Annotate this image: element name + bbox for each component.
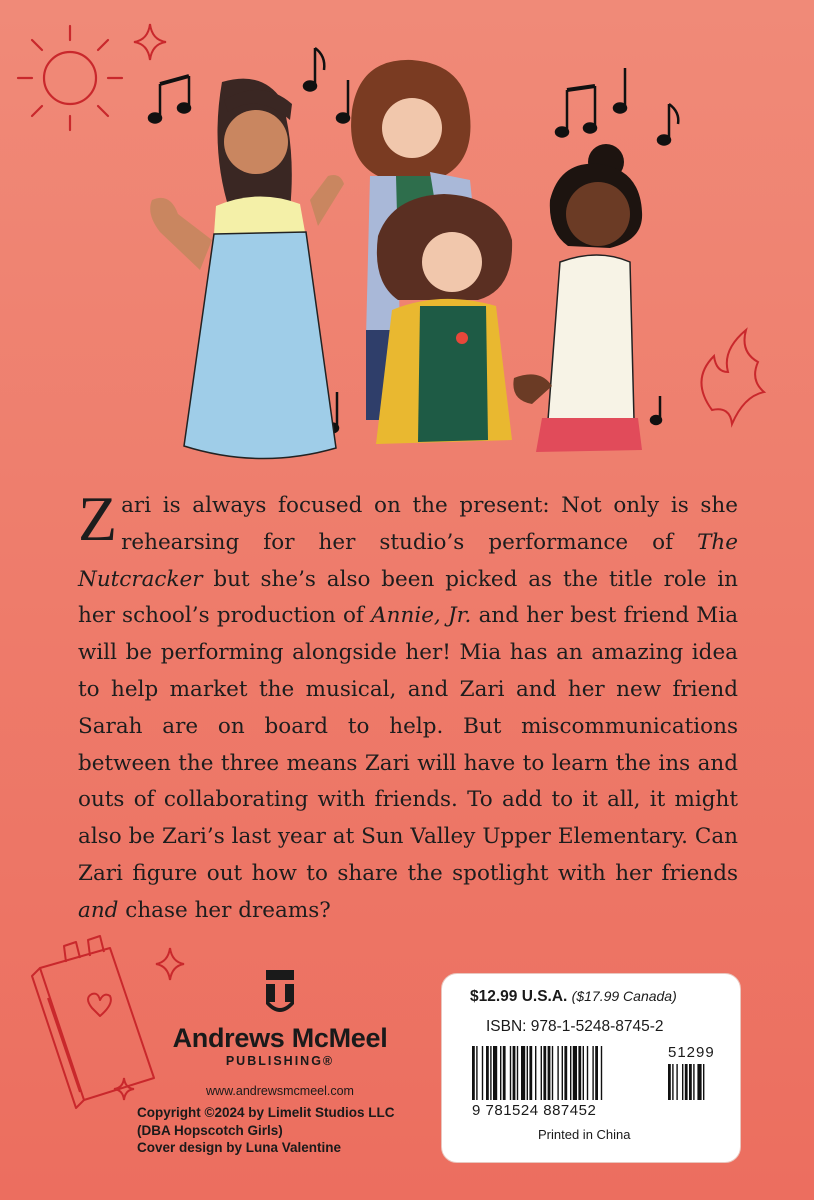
publisher-name: Andrews McMeel [172, 1023, 388, 1053]
ean-digits: 9 781524 887452 [472, 1102, 597, 1119]
publisher-url: www.andrewsmcmeel.com [206, 1084, 354, 1098]
character-girl-mustard [376, 194, 512, 444]
character-girl-overalls [150, 79, 344, 459]
title-nutcracker: The Nutcracker [78, 529, 738, 592]
price-barcode-box [441, 973, 741, 1163]
isbn-text: ISBN: 978-1-5248-8745-2 [486, 1018, 664, 1035]
printed-in: Printed in China [538, 1127, 631, 1142]
price-line [470, 988, 677, 1006]
publisher-block [150, 968, 410, 1098]
sun-icon [18, 26, 122, 130]
price-us: $12.99 U.S.A. [470, 988, 568, 1005]
drop-cap: Z [78, 483, 118, 554]
publisher-logo-icon [264, 968, 296, 1012]
flame-icon [701, 330, 764, 424]
cover-illustration [0, 0, 814, 480]
copyright-line: Copyright ©2024 by Limelit Studios LLC [137, 1105, 395, 1120]
cover-design-line: Cover design by Luna Valentine [137, 1140, 342, 1155]
back-cover-blurb: Zari is always focused on the present: Not only is she rehearsing for her studio’s performance of The Nutcracker but she’s also been picked as the title role in her school’s production of Annie, Jr. and her best friend Mia will be performing alongside her! Mia has an amazing idea to help market the musical, and Zari and her new friend Sarah are on board to help. But miscommunications between the three means Zari will have to learn the ins and outs of collaborating with friends. To add to it all, it might also be Zari’s last year at Sun Valley Upper Elementary. Can Zari figure out how to share the spotlight with her friends and chase her dreams? [78, 483, 739, 923]
addon-digits: 51299 [668, 1044, 715, 1061]
copyright-credits [137, 1104, 437, 1157]
emphasis-and: and [78, 897, 119, 923]
character-girl-white-top [513, 144, 642, 452]
publisher-subtitle: PUBLISHING® [225, 1054, 335, 1068]
price-canada: ($17.99 Canada) [571, 988, 677, 1004]
dba-line: (DBA Hopscotch Girls) [137, 1122, 283, 1138]
sparkle-icon [134, 24, 166, 60]
title-annie: Annie, Jr. [371, 603, 472, 629]
